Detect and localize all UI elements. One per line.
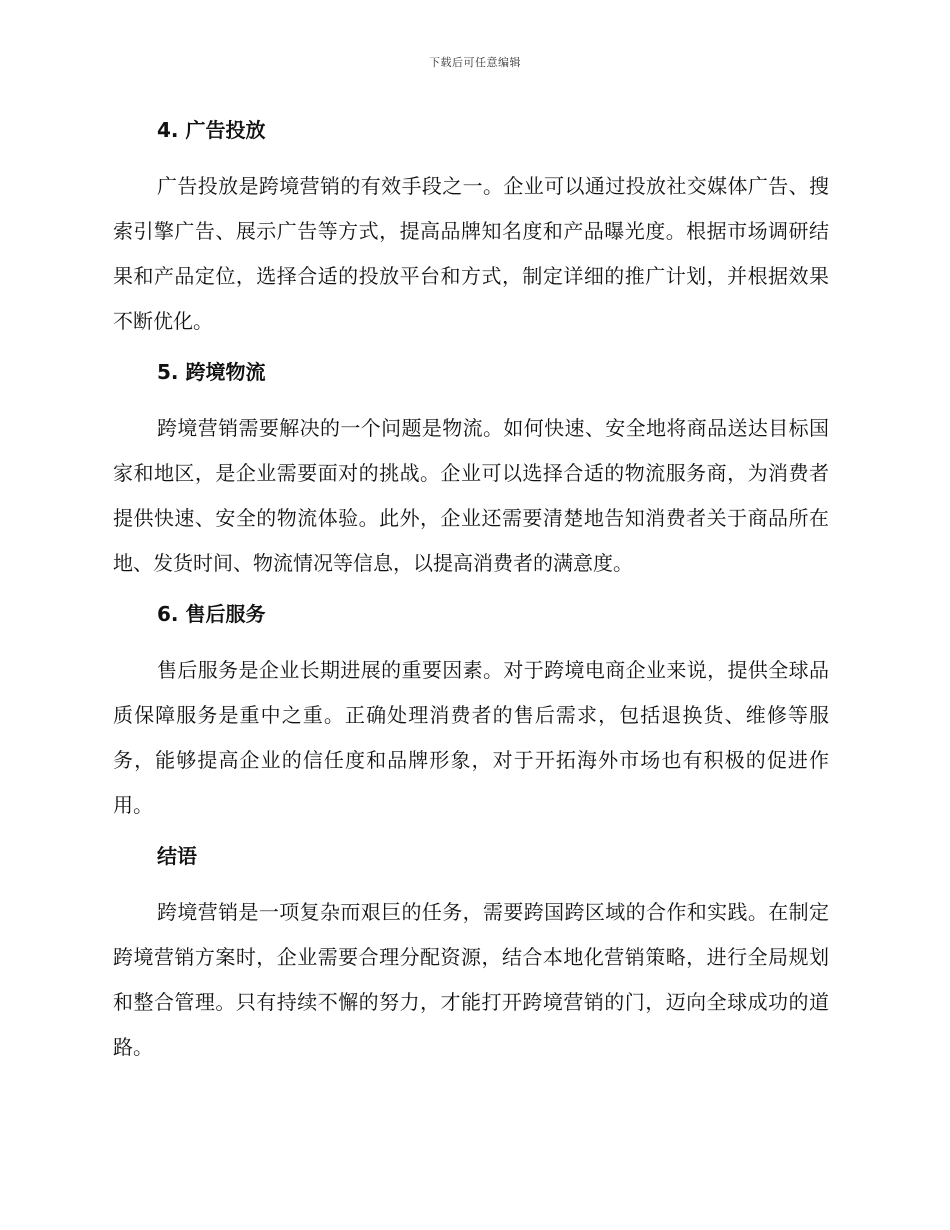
section-advertising bbox=[113, 108, 829, 344]
section-paragraph: 广告投放是跨境营销的有效手段之一。企业可以通过投放社交媒体广告、搜索引擎广告、展示广告等方式，提高品牌知名度和产品曝光度。根据市场调研结果和产品定位，选择合适的投放平台和方式，制定详细的推广计划，并根据效果不断优化。 bbox=[113, 174, 829, 333]
document-body bbox=[113, 108, 829, 1076]
section-after-sales bbox=[113, 592, 829, 828]
section-heading: 5. 跨境物流 bbox=[157, 360, 266, 384]
section-heading: 6. 售后服务 bbox=[157, 602, 266, 626]
page-header: 下载后可任意编辑 bbox=[429, 56, 521, 69]
section-logistics bbox=[113, 350, 829, 586]
section-paragraph: 跨境营销是一项复杂而艰巨的任务，需要跨国跨区域的合作和实践。在制定跨境营销方案时，企业需要合理分配资源，结合本地化营销策略，进行全局规划和整合管理。只有持续不懈的努力，才能打开跨境营销的门，迈向全球成功的道路。 bbox=[113, 900, 829, 1059]
section-conclusion bbox=[113, 834, 829, 1070]
section-paragraph: 跨境营销需要解决的一个问题是物流。如何快速、安全地将商品送达目标国家和地区，是企业需要面对的挑战。企业可以选择合适的物流服务商，为消费者提供快速、安全的物流体验。此外，企业还需要清楚地告知消费者关于商品所在地、发货时间、物流情况等信息，以提高消费者的满意度。 bbox=[113, 416, 829, 575]
section-heading: 结语 bbox=[157, 844, 197, 868]
section-heading: 4. 广告投放 bbox=[157, 118, 266, 142]
section-paragraph: 售后服务是企业长期进展的重要因素。对于跨境电商企业来说，提供全球品质保障服务是重中之重。正确处理消费者的售后需求，包括退换货、维修等服务，能够提高企业的信任度和品牌形象，对于开拓海外市场也有积极的促进作用。 bbox=[113, 658, 829, 817]
